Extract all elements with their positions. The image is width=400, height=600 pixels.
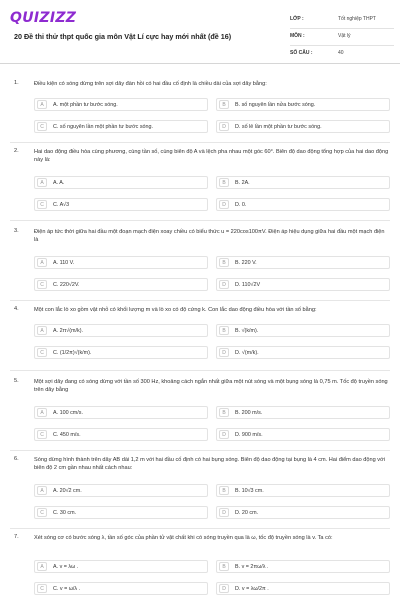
option-letter: C (37, 584, 47, 593)
option-letter: B (219, 100, 229, 109)
option-text: A. v = λω . (53, 563, 79, 570)
option-c[interactable] (34, 198, 208, 211)
option-a[interactable] (34, 98, 208, 111)
option-text: A. 110 V. (53, 259, 75, 266)
option-b[interactable] (216, 256, 390, 269)
question-text: Xét sóng cơ có bước sóng λ, tần số góc của phần tử vật chất khi có sóng truyền qua là ω, tốc độ truyền sóng là v. Ta có: (34, 535, 333, 541)
option-text: B. 2A. (235, 179, 250, 186)
divider (10, 300, 390, 301)
option-d[interactable] (216, 428, 390, 441)
option-b[interactable] (216, 406, 390, 419)
divider (10, 528, 390, 529)
option-text: A. A. (53, 179, 65, 186)
option-text: B. số nguyên lần nửa bước sóng. (235, 101, 316, 108)
option-text: C. 30 cm. (53, 509, 77, 516)
option-c[interactable] (34, 120, 208, 133)
option-letter: A (37, 562, 47, 571)
option-letter: A (37, 326, 47, 335)
option-c[interactable] (34, 428, 208, 441)
meta-row-subject (290, 31, 394, 46)
option-text: C. A√3 (53, 201, 70, 208)
option-text: D. 110√2V (235, 281, 261, 288)
meta-key: LỚP : (290, 16, 304, 22)
option-text: A. 20√2 cm. (53, 487, 82, 494)
divider (10, 220, 390, 221)
question-text: Sóng dừng hình thành trên dây AB dài 1,2 m với hai đầu cố định có hai bụng sóng. Biên độ dao động tại bụng là 4 cm. Hai điểm dao động với biên độ 2 cm gần nhau nhất cách nhau: (34, 457, 385, 471)
question-number: 6. (14, 456, 19, 462)
option-b[interactable] (216, 324, 390, 337)
meta-row-class (290, 14, 394, 29)
meta-value: 40 (338, 50, 344, 56)
option-text: B. 200 m/s. (235, 409, 263, 416)
option-letter: D (219, 430, 229, 439)
option-text: D. √(m/k). (235, 349, 259, 356)
option-b[interactable] (216, 98, 390, 111)
option-c[interactable] (34, 582, 208, 595)
option-letter: B (219, 178, 229, 187)
option-letter: B (219, 562, 229, 571)
option-text: B. 10√3 cm. (235, 487, 264, 494)
worksheet-meta (290, 14, 394, 65)
option-d[interactable] (216, 278, 390, 291)
divider (10, 142, 390, 143)
divider (10, 450, 390, 451)
option-b[interactable] (216, 484, 390, 497)
option-text: B. 220 V. (235, 259, 257, 266)
option-c[interactable] (34, 506, 208, 519)
question-number: 3. (14, 228, 19, 234)
option-letter: A (37, 178, 47, 187)
option-letter: D (219, 280, 229, 289)
option-letter: D (219, 584, 229, 593)
option-letter: C (37, 280, 47, 289)
option-text: C. số nguyên lần một phần tư bước sóng. (53, 123, 154, 130)
option-letter: C (37, 348, 47, 357)
option-b[interactable] (216, 560, 390, 573)
question-text: Điều kiện có sóng dừng trên sợi dây đàn hồi có hai đầu cố định là chiều dài của sợi dây bằng: (34, 81, 267, 87)
option-d[interactable] (216, 506, 390, 519)
option-text: D. v = λω/2π . (235, 585, 269, 592)
option-a[interactable] (34, 176, 208, 189)
option-letter: B (219, 326, 229, 335)
meta-key: MÔN : (290, 33, 305, 39)
question-number: 1. (14, 80, 19, 86)
meta-value: Vật lý (338, 33, 351, 39)
meta-key: SỐ CÂU : (290, 50, 313, 56)
option-text: D. 0. (235, 201, 247, 208)
option-letter: A (37, 258, 47, 267)
option-letter: C (37, 122, 47, 131)
option-d[interactable] (216, 346, 390, 359)
meta-row-count (290, 48, 394, 63)
option-a[interactable] (34, 484, 208, 497)
quizizz-logo[interactable]: QUIZIZZ (10, 10, 77, 26)
option-text: D. 900 m/s. (235, 431, 263, 438)
meta-value: Tốt nghiệp THPT (338, 16, 376, 22)
option-a[interactable] (34, 324, 208, 337)
option-d[interactable] (216, 120, 390, 133)
option-text: C. 220√2V. (53, 281, 80, 288)
option-text: A. 100 cm/s. (53, 409, 83, 416)
option-text: B. v = 2πω/λ . (235, 563, 269, 570)
option-text: C. v = ω/λ . (53, 585, 81, 592)
option-a[interactable] (34, 256, 208, 269)
option-c[interactable] (34, 346, 208, 359)
option-letter: D (219, 508, 229, 517)
option-text: D. số lẻ lần một phần tư bước sóng. (235, 123, 322, 130)
question-number: 5. (14, 378, 19, 384)
question-number: 4. (14, 306, 19, 312)
option-text: C. (1/2π)√(k/m). (53, 349, 92, 356)
worksheet-title: 20 Đề thi thử thpt quốc gia môn Vật Lí cực hay mới nhất (đề 16) (14, 32, 232, 41)
option-letter: B (219, 486, 229, 495)
question-text: Một sợi dây đang có sóng dừng với tần số 300 Hz, khoảng cách ngắn nhất giữa một nút sóng và một bụng sóng là 0,75 m. Tốc độ truyền sóng trên dây bằng (34, 379, 388, 393)
option-letter: B (219, 258, 229, 267)
option-d[interactable] (216, 582, 390, 595)
option-letter: A (37, 408, 47, 417)
option-text: D. 20 cm. (235, 509, 259, 516)
option-letter: D (219, 348, 229, 357)
option-text: A. một phần tư bước sóng. (53, 101, 118, 108)
option-b[interactable] (216, 176, 390, 189)
question-text: Hai dao động điều hòa cùng phương, cùng tần số, cùng biên độ A và lệch pha nhau một góc 60°. Biên độ dao động tổng hợp của hai dao động này là: (34, 149, 389, 163)
option-text: A. 2π√(m/k). (53, 327, 84, 334)
option-letter: A (37, 486, 47, 495)
option-letter: C (37, 508, 47, 517)
option-letter: D (219, 200, 229, 209)
option-c[interactable] (34, 278, 208, 291)
option-letter: D (219, 122, 229, 131)
option-a[interactable] (34, 406, 208, 419)
question-number: 7. (14, 534, 19, 540)
option-letter: A (37, 100, 47, 109)
option-text: B. √(k/m). (235, 327, 259, 334)
worksheet-header (0, 0, 400, 64)
question-number: 2. (14, 148, 19, 154)
option-d[interactable] (216, 198, 390, 211)
divider (10, 370, 390, 371)
option-letter: B (219, 408, 229, 417)
question-text: Một con lắc lò xo gồm vật nhỏ có khối lượng m và lò xo có độ cứng k. Con lắc dao động điều hòa với tần số bằng: (34, 307, 317, 313)
option-letter: C (37, 200, 47, 209)
option-letter: C (37, 430, 47, 439)
question-text: Điện áp tức thời giữa hai đầu một đoạn mạch điện xoay chiều có biểu thức u = 220cos100πV. Điện áp hiệu dụng giữa hai đầu một mạch điện là (34, 229, 385, 243)
option-text: C. 450 m/s. (53, 431, 81, 438)
option-a[interactable] (34, 560, 208, 573)
